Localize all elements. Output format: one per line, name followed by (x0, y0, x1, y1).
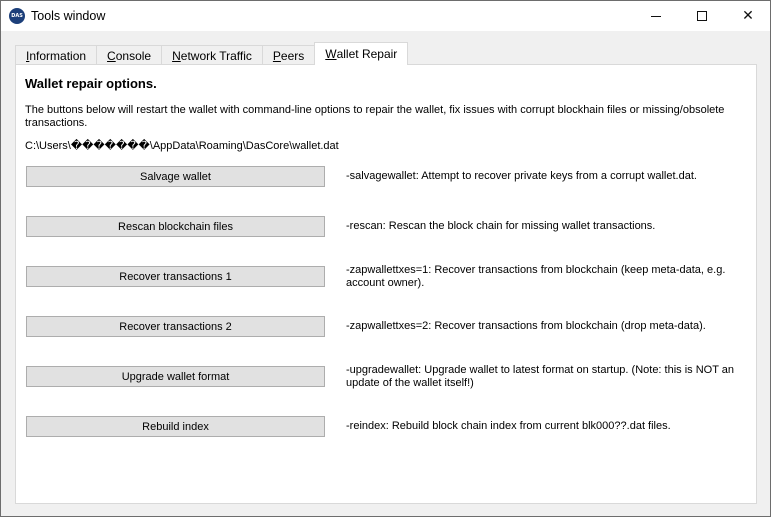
window-title: Tools window (31, 9, 106, 23)
maximize-button[interactable] (679, 1, 725, 31)
rebuild-index-note: -reindex: Rebuild block chain index from current blk000??.dat files. (346, 420, 671, 432)
recover-transactions-1-button[interactable]: Recover transactions 1 (26, 266, 325, 287)
minimize-button[interactable] (633, 1, 679, 31)
tab-wallet-repair[interactable] (314, 42, 408, 65)
repair-description: The buttons below will restart the wallet with command-line options to repair the wallet, fix issues with corrupt blockhain files or missing/obsolete transactions. (25, 104, 725, 129)
tab-peers-access-key: P (272, 48, 281, 63)
tab-bar (15, 44, 407, 65)
upgrade-wallet-format-button[interactable]: Upgrade wallet format (26, 366, 325, 387)
wallet-repair-panel (15, 64, 757, 504)
app-logo-text: DAS (11, 13, 23, 19)
recover-transactions-1-note: -zapwallettxes=1: Recover transactions from blockchain (keep meta-data, e.g. account owner). (346, 264, 726, 289)
tab-console[interactable] (96, 45, 162, 65)
close-icon: ✕ (742, 8, 754, 24)
tab-wallet-repair-label: allet Repair (336, 47, 398, 61)
wallet-path: C:\Users\�������\AppData\Roaming\DasCore\wallet.dat (25, 140, 339, 152)
tab-information[interactable] (15, 45, 97, 65)
close-button[interactable] (725, 1, 771, 31)
tab-information-label: nformation (29, 48, 87, 63)
rebuild-index-button[interactable]: Rebuild index (26, 416, 325, 437)
tab-wallet-repair-access-key: W (325, 47, 337, 61)
upgrade-wallet-format-note: -upgradewallet: Upgrade wallet to latest format on startup. (Note: this is NOT an update of the wallet itself!) (346, 364, 735, 389)
tab-console-access-key: C (107, 48, 116, 63)
tab-peers[interactable] (262, 45, 315, 65)
tab-peers-label: eers (280, 48, 305, 63)
tab-network-traffic[interactable] (161, 45, 263, 65)
tab-console-label: onsole (115, 48, 152, 63)
app-logo-icon (9, 8, 25, 24)
repair-heading: Wallet repair options. (25, 76, 157, 91)
salvage-wallet-note: -salvagewallet: Attempt to recover private keys from a corrupt wallet.dat. (346, 170, 697, 182)
recover-transactions-2-button[interactable]: Recover transactions 2 (26, 316, 325, 337)
tab-network-traffic-access-key: N (172, 48, 181, 63)
tab-network-traffic-label: etwork Traffic (180, 48, 252, 63)
salvage-wallet-button[interactable]: Salvage wallet (26, 166, 325, 187)
maximize-icon (697, 11, 707, 21)
minimize-icon (651, 16, 661, 17)
title-bar[interactable] (1, 1, 770, 31)
recover-transactions-2-note: -zapwallettxes=2: Recover transactions from blockchain (drop meta-data). (346, 320, 706, 332)
rescan-blockchain-button[interactable]: Rescan blockchain files (26, 216, 325, 237)
rescan-blockchain-note: -rescan: Rescan the block chain for missing wallet transactions. (346, 220, 656, 232)
tab-information-access-key: I (26, 48, 30, 63)
